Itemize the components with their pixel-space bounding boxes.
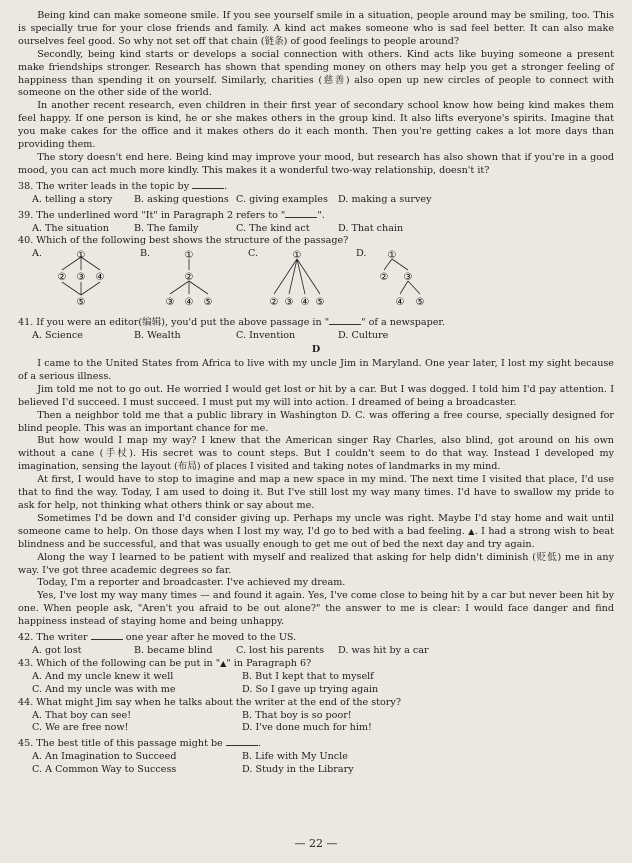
q40-diagram-b bbox=[154, 248, 224, 312]
node-4: ④ bbox=[300, 297, 310, 309]
q41-blank bbox=[329, 314, 361, 325]
question-38 bbox=[18, 178, 614, 207]
q41-option-a: A. Science bbox=[32, 330, 83, 342]
q44-option-b: B. That boy is so poor! bbox=[242, 709, 352, 721]
node-2: ② bbox=[184, 272, 194, 284]
q41-option-b: B. Wealth bbox=[134, 330, 181, 342]
node-1: ① bbox=[387, 250, 397, 262]
node-3: ③ bbox=[403, 272, 413, 284]
q40-diagram-d bbox=[370, 248, 440, 312]
q43-stem: 43. Which of the following can be put in " bbox=[18, 657, 221, 669]
q42-option-a: A. got lost bbox=[32, 644, 82, 656]
question-45 bbox=[18, 735, 614, 777]
q43-stem-end: " in Paragraph 6? bbox=[226, 657, 312, 669]
question-41 bbox=[18, 314, 614, 343]
q40-option-a bbox=[32, 248, 140, 314]
node-1: ① bbox=[184, 250, 194, 262]
q42-blank bbox=[91, 629, 123, 640]
passage-d-paragraph-8: Today, I'm a reporter and broadcaster. I've achieved my dream. bbox=[37, 577, 346, 589]
q43-option-c: C. And my uncle was with me bbox=[32, 683, 176, 695]
q45-option-d: D. Study in the Library bbox=[242, 764, 354, 776]
q45-stem-end: . bbox=[257, 738, 261, 750]
passage-d-paragraph-5: At first, I would have to stop to imagine and map a new space in my mind. The next time I visited that place, I'd use that to find the way. Today, I am used to doing it. But I've still lost my way many times. I'd have to swallow my pride to ask for help, not thinking what others think or say about me. bbox=[18, 474, 614, 511]
q39-option-c: C. The kind act bbox=[236, 222, 310, 234]
node-4: ④ bbox=[184, 297, 194, 309]
q45-blank bbox=[226, 735, 258, 746]
q38-option-b: B. asking questions bbox=[134, 193, 229, 205]
node-5: ⑤ bbox=[315, 297, 325, 309]
q43-option-d: D. So I gave up trying again bbox=[242, 683, 379, 695]
passage-d-paragraph-2: Jim told me not to go out. He worried I would get lost or hit by a car. But I was dogged. I told him I'd pay attention. I believed I'd succeed. I must succeed. I must put my will into action. I dreamed of being a broadcaster. bbox=[18, 383, 614, 408]
page-number: — 22 — bbox=[294, 837, 338, 851]
q42-option-d: D. was hit by a car bbox=[338, 644, 429, 656]
q44-option-a: A. That boy can see! bbox=[32, 709, 132, 721]
node-5: ⑤ bbox=[76, 297, 86, 309]
node-5: ⑤ bbox=[415, 297, 425, 309]
q40-label-d: D. bbox=[356, 248, 367, 260]
q40-stem: 40. Which of the following best shows the structure of the passage? bbox=[18, 235, 349, 247]
q43-option-a: A. And my uncle knew it well bbox=[32, 670, 174, 682]
q39-stem: 39. The underlined word "It" in Paragraph 2 refers to " bbox=[18, 209, 286, 221]
node-1: ① bbox=[292, 250, 302, 262]
q44-option-c: C. We are free now! bbox=[32, 722, 129, 734]
node-2: ② bbox=[269, 297, 279, 309]
q44-option-d: D. I've done much for him! bbox=[242, 722, 372, 734]
q41-stem: 41. If you were an editor(编辑), you'd put the above passage in " bbox=[18, 317, 330, 329]
q40-option-d bbox=[356, 248, 464, 314]
q38-stem-end: . bbox=[224, 180, 228, 192]
q44-stem: 44. What might Jim say when he talks about the writer at the end of the story? bbox=[18, 696, 401, 708]
q42-option-b: B. became blind bbox=[134, 644, 213, 656]
q42-stem: 42. The writer bbox=[18, 632, 88, 644]
node-4: ④ bbox=[95, 272, 105, 284]
q39-blank bbox=[285, 207, 317, 218]
p6-text-b: . I had a strong wish to beat blindness and be successful, and that was usually enough to get me out of bed the next day and try again. bbox=[18, 525, 614, 550]
question-43 bbox=[18, 658, 614, 697]
node-3: ③ bbox=[284, 297, 294, 309]
q40-structure-diagrams bbox=[18, 248, 614, 314]
passage-c-paragraph-1: Being kind can make someone smile. If you see yourself smile in a situation, people around may be smiling, too. This is specially true for your close friends and family. A kind act makes someone who is sad feel better. It can also make ourselves feel good. So why not set off that chain (链条) of good feelings to people around? bbox=[18, 10, 614, 47]
q39-option-b: B. The family bbox=[134, 222, 199, 234]
q40-label-c: C. bbox=[248, 248, 259, 260]
q45-option-a: A. An Imagination to Succeed bbox=[32, 751, 177, 763]
q39-option-a: A. The situation bbox=[32, 222, 109, 234]
passage-d-paragraph-4: But how would I map my way? I knew that the American singer Ray Charles, also blind, got around on his own without a cane (手杖). His secret was to count steps. But I couldn't seem to do that way. Instead I developed my imagination, sensing the layout (布局) of places I visited and taking notes of landmarks in my mind. bbox=[18, 435, 614, 473]
q43-option-b: B. But I kept that to myself bbox=[242, 670, 374, 682]
q40-diagram-a bbox=[46, 248, 116, 312]
q39-option-d: D. That chain bbox=[338, 222, 404, 234]
q45-option-c: C. A Common Way to Success bbox=[32, 764, 177, 776]
node-3: ③ bbox=[76, 272, 86, 284]
passage-d-paragraph-1: I came to the United States from Africa to live with my uncle Jim in Maryland. One year later, I lost my sight because of a serious illness. bbox=[18, 358, 614, 382]
node-3: ③ bbox=[165, 297, 175, 309]
question-44 bbox=[18, 697, 614, 736]
passage-c-paragraph-4: The story doesn't end here. Being kind may improve your mood, but research has also shown that if you're in a good mood, you can act much more kindly. This makes it a wonderful two-way relationship, doesn't it? bbox=[18, 151, 614, 176]
p6-text-a: Sometimes I'd be down and I'd consider giving up. Perhaps my uncle was right. Maybe I'd stay home and wait until someone came to help. On those days when I lost my way, I'd go to bed with a bad feeling. bbox=[18, 512, 614, 537]
q42-stem-end: one year after he moved to the US. bbox=[125, 632, 297, 644]
passage-c-paragraph-3: In another recent research, even children in their first year of secondary school know how being kind makes them feel happy. If one person is kind, he or she makes others in the group kind. It also lifts everyone's spirits. Imagine that you make cakes for the office and it makes others do it each month. Then you're getting cakes a lot more days than providing them. bbox=[18, 100, 614, 151]
q41-option-d: D. Culture bbox=[338, 330, 389, 342]
p6-blank-mark: ▲ bbox=[468, 526, 475, 536]
node-4: ④ bbox=[395, 297, 405, 309]
question-39 bbox=[18, 207, 614, 236]
passage-d-paragraph-7: Along the way I learned to be patient with myself and realized that asking for help didn't diminish (贬低) me in any way. I've got three academic degrees so far. bbox=[18, 551, 614, 576]
q41-option-c: C. Invention bbox=[236, 330, 296, 342]
q40-label-b: B. bbox=[140, 248, 151, 260]
question-42 bbox=[18, 629, 614, 658]
q38-stem: 38. The writer leads in the topic by bbox=[18, 180, 190, 192]
q45-stem: 45. The best title of this passage might be bbox=[18, 738, 223, 750]
question-40 bbox=[18, 235, 614, 314]
q38-option-a: A. telling a story bbox=[32, 193, 113, 205]
q38-blank bbox=[192, 178, 224, 189]
node-1: ① bbox=[76, 250, 86, 262]
node-2: ② bbox=[379, 272, 389, 284]
q40-option-c bbox=[248, 248, 356, 314]
node-5: ⑤ bbox=[203, 297, 213, 309]
q39-stem-end: ". bbox=[317, 209, 325, 221]
section-heading-d: D bbox=[311, 344, 321, 356]
passage-d-paragraph-9: Yes, I've lost my way many times — and found it again. Yes, I've come close to being hit by a car but never been hit by one. When people ask, "Aren't you afraid to be out alone?" the answer to me is clear: I would face danger and find happiness instead of staying home and being unhappy. bbox=[18, 590, 614, 628]
passage-d-paragraph-3: Then a neighbor told me that a public library in Washington D. C. was offering a free course, specially designed for blind people. This was an important chance for me. bbox=[18, 409, 614, 434]
q40-option-b bbox=[140, 248, 248, 314]
q40-label-a: A. bbox=[32, 248, 42, 260]
q45-option-b: B. Life with My Uncle bbox=[242, 751, 348, 763]
passage-c-paragraph-2: Secondly, being kind starts or develops a social connection with others. Kind acts like buying someone a present make friendships stronger. Research has shown that spending money on others may help you get a stronger feeling of happiness than spending it on yourself. Similarly, charities (慈善) also open up new circles of people to connect with someone on the other side of the world. bbox=[18, 48, 614, 99]
q38-option-d: D. making a survey bbox=[338, 193, 432, 205]
node-2: ② bbox=[57, 272, 67, 284]
q42-option-c: C. lost his parents bbox=[236, 644, 325, 656]
q43-mark: ▲ bbox=[220, 658, 227, 668]
q38-option-c: C. giving examples bbox=[236, 193, 328, 205]
passage-d-paragraph-6 bbox=[18, 513, 614, 552]
q40-diagram-c bbox=[262, 248, 332, 312]
q41-stem-end: " of a newspaper. bbox=[361, 317, 446, 329]
